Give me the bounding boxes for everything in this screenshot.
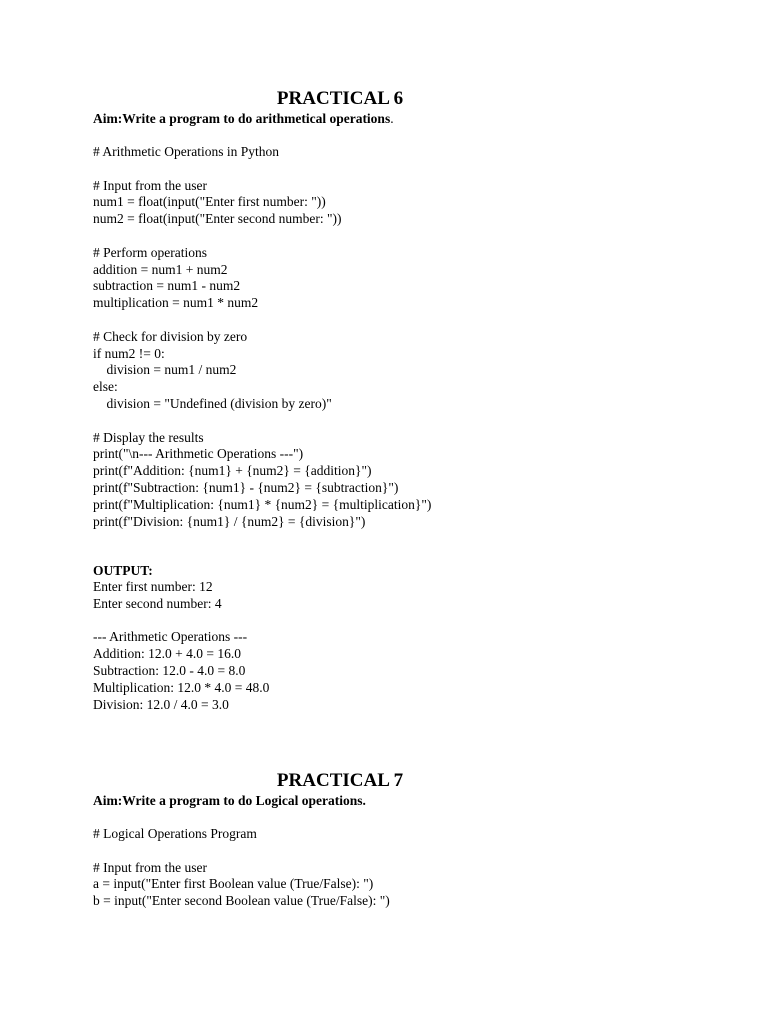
text-line: # Arithmetic Operations in Python xyxy=(93,144,279,159)
text-line: Subtraction: 12.0 - 4.0 = 8.0 xyxy=(93,662,246,678)
text-line: --- Arithmetic Operations --- xyxy=(93,629,248,645)
text-line: division = "Undefined (division by zero)" xyxy=(93,395,332,411)
practical-6-output-label: OUTPUT: xyxy=(93,563,153,578)
text-line xyxy=(93,312,431,329)
text-line: else: xyxy=(93,379,118,395)
practical-6-aim-tail: . xyxy=(390,111,394,126)
text-line: # Logical Operations Program xyxy=(93,826,257,841)
text-line: # Check for division by zero xyxy=(93,328,248,344)
text-line: Enter first number: 12 xyxy=(93,579,213,594)
practical-7-aim xyxy=(93,792,366,809)
practical-7-aim-label: Aim:Write a program to do Logical operations. xyxy=(93,793,366,808)
practical-6-title: PRACTICAL 6 xyxy=(276,88,404,109)
text-line: if num2 != 0: xyxy=(93,345,165,361)
text-line: subtraction = num1 - num2 xyxy=(93,278,241,294)
text-line: division = num1 / num2 xyxy=(93,362,237,378)
text-line: Multiplication: 12.0 * 4.0 = 48.0 xyxy=(93,679,270,695)
text-line: Enter second number: 4 xyxy=(93,595,222,611)
text-line xyxy=(93,613,269,630)
text-line: num2 = float(input("Enter second number: ")) xyxy=(93,211,342,227)
text-line xyxy=(93,228,431,245)
text-line: # Display the results xyxy=(93,429,204,445)
text-line: print(f"Multiplication: {num1} * {num2} = {multiplication}") xyxy=(93,496,432,512)
text-line xyxy=(93,161,431,178)
practical-7-title: PRACTICAL 7 xyxy=(276,770,404,791)
text-line xyxy=(93,413,431,430)
practical-7-code xyxy=(93,826,390,910)
text-line: b = input("Enter second Boolean value (True/False): ") xyxy=(93,893,390,909)
text-line: Division: 12.0 / 4.0 = 3.0 xyxy=(93,696,229,712)
text-line: print(f"Division: {num1} / {num2} = {division}") xyxy=(93,513,366,529)
text-line: a = input("Enter first Boolean value (True/False): ") xyxy=(93,876,374,892)
text-line: multiplication = num1 * num2 xyxy=(93,295,259,311)
practical-6-output xyxy=(93,579,269,713)
text-line: # Input from the user xyxy=(93,859,207,875)
text-line: num1 = float(input("Enter first number: ")) xyxy=(93,194,326,210)
text-line: # Perform operations xyxy=(93,244,207,260)
practical-6-aim-label: Aim:Write a program to do arithmetical operations xyxy=(93,111,391,126)
text-line: print(f"Subtraction: {num1} - {num2} = {subtraction}") xyxy=(93,479,399,495)
text-line xyxy=(93,843,390,860)
text-line: Addition: 12.0 + 4.0 = 16.0 xyxy=(93,646,241,662)
text-line: print(f"Addition: {num1} + {num2} = {addition}") xyxy=(93,463,372,479)
text-line: print("\n--- Arithmetic Operations ---") xyxy=(93,446,304,462)
text-line: addition = num1 + num2 xyxy=(93,261,228,277)
practical-6-code xyxy=(93,144,431,530)
text-line: # Input from the user xyxy=(93,177,207,193)
practical-6-aim xyxy=(93,110,394,127)
